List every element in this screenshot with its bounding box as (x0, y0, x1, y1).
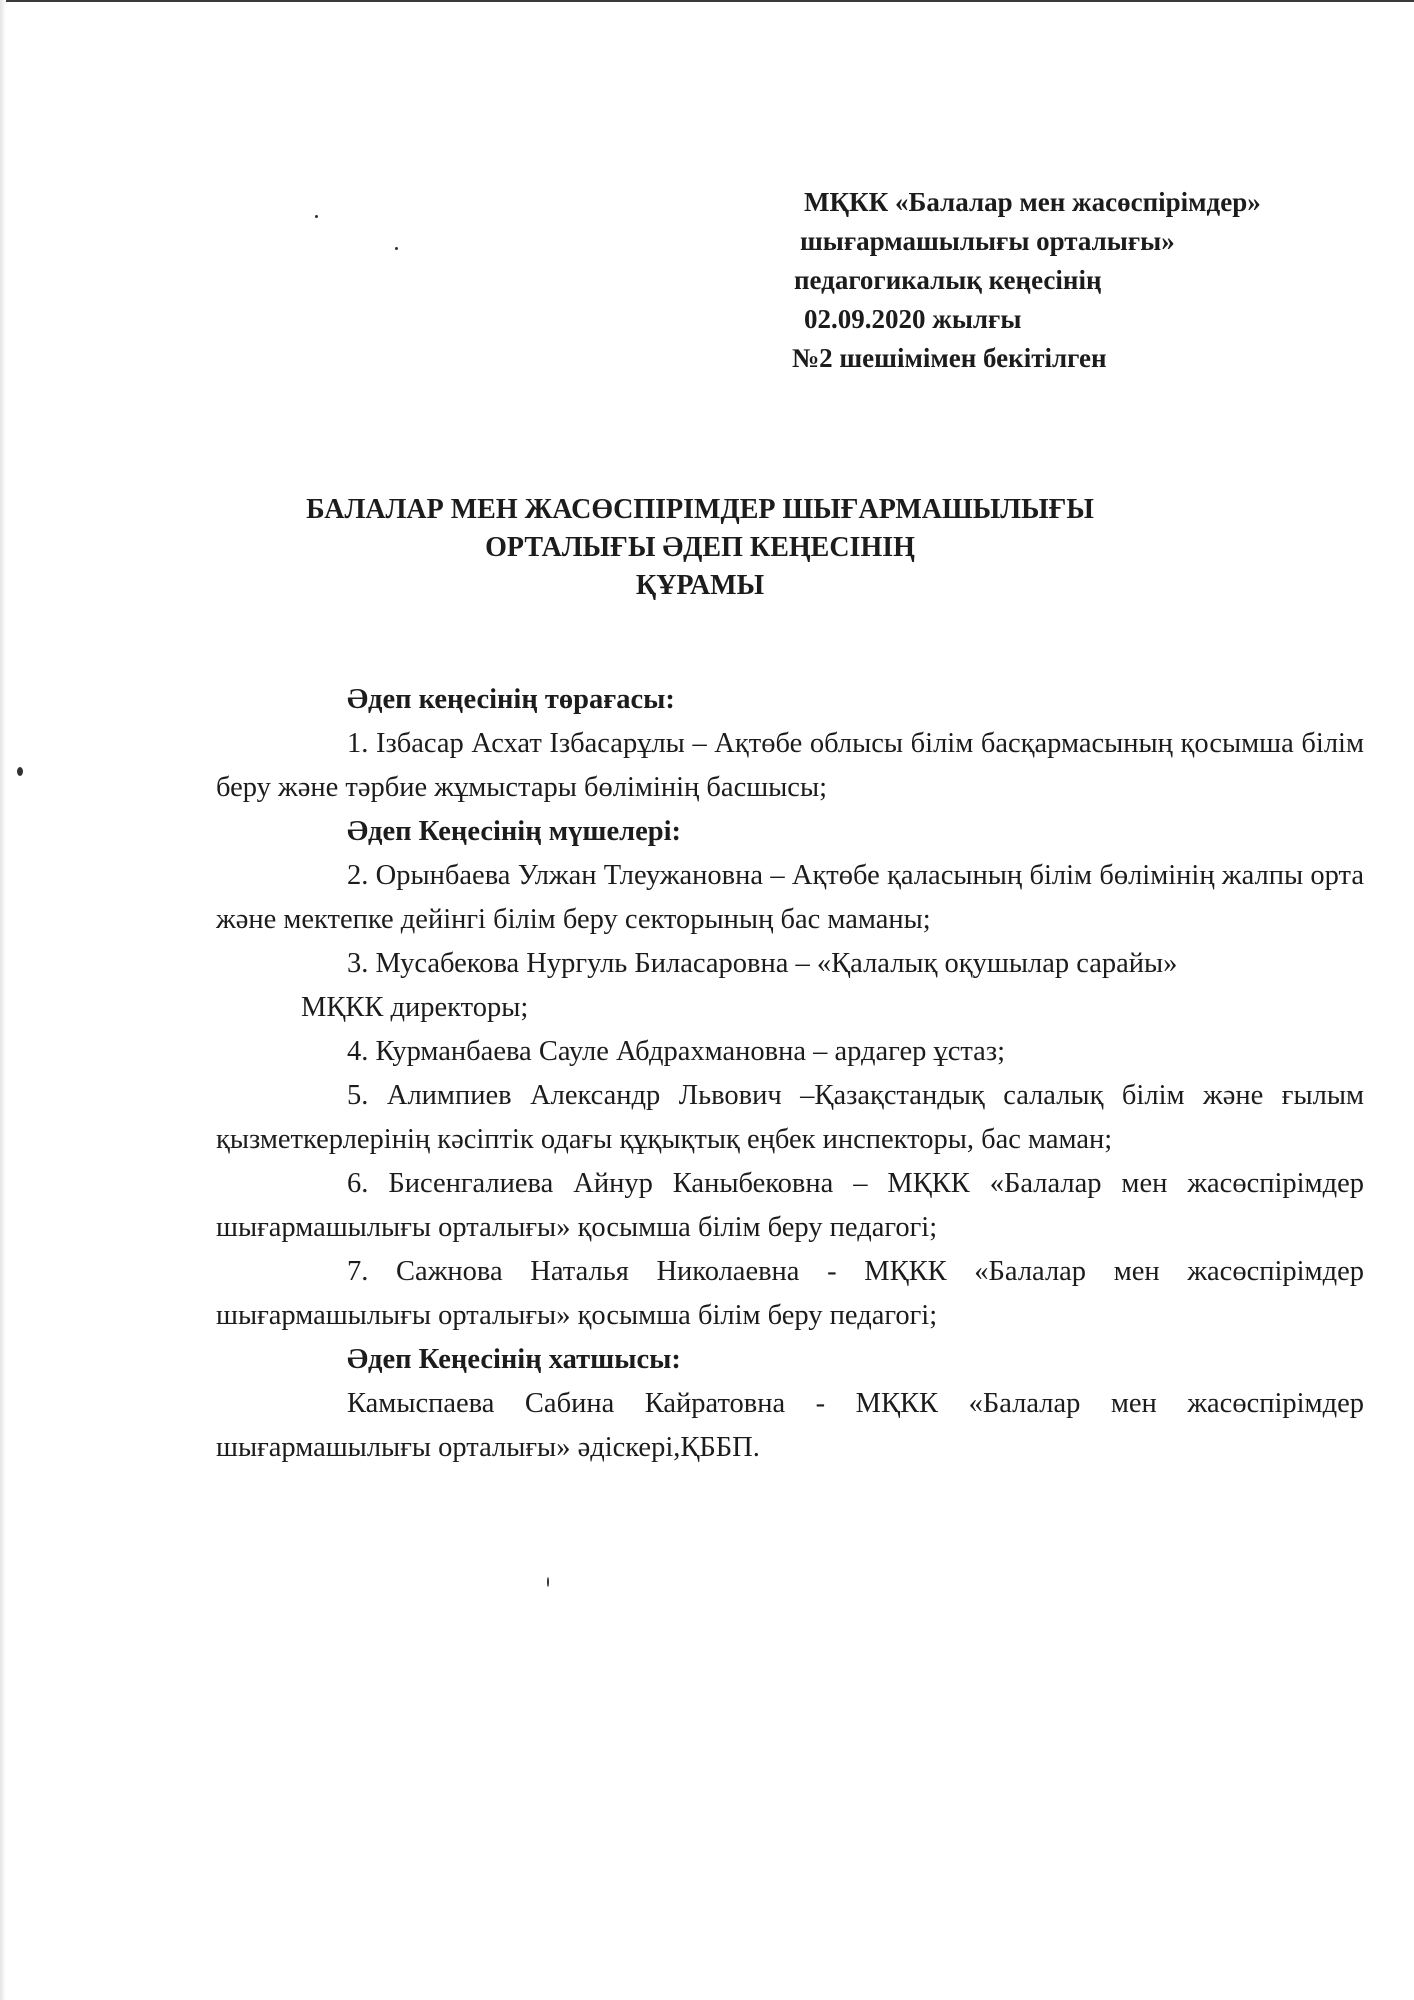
document-body (216, 678, 1364, 1470)
member-3-continuation: МҚКК директоры; (301, 992, 529, 1023)
approval-line: МҚКК «Балалар мен жасөспірімдер» (804, 187, 1261, 217)
title-line: ҚҰРАМЫ (635, 570, 765, 601)
scan-speck (315, 215, 318, 218)
scan-left-shadow (0, 0, 6, 2000)
approval-line: №2 шешімімен бекітілген (792, 343, 1107, 373)
title-line: ОРТАЛЫҒЫ ӘДЕП КЕҢЕСІНІҢ (485, 532, 915, 563)
approval-line: 02.09.2020 жылғы (804, 304, 1022, 334)
member-6: 6. Бисенгалиева Айнур Каныбековна – МҚКК «Балалар мен жасөспірімдер шығармашылығы орталығы» қосымша білім беру педагогі; (216, 1168, 1364, 1243)
member-4: 4. Курманбаева Сауле Абдрахмановна – ардагер ұстаз; (347, 1036, 1006, 1067)
secretary-person: Камыспаева Сабина Кайратовна - МҚКК «Балалар мен жасөспірімдер шығармашылығы орталығы» әдіскері,ҚББП. (216, 1388, 1364, 1463)
member-1: 1. Ізбасар Асхат Ізбасарұлы – Ақтөбе облысы білім басқармасының қосымша білім беру және тәрбие жұмыстары бөлімінің басшысы; (216, 728, 1364, 803)
member-3: 3. Мусабекова Нургуль Биласаровна – «Қалалық оқушылар сарайы» (347, 948, 1178, 979)
title-line: БАЛАЛАР МЕН ЖАСӨСПІРІМДЕР ШЫҒАРМАШЫЛЫҒЫ (306, 494, 1094, 525)
scan-top-edge (0, 0, 1414, 14)
approval-line: педагогикалық кеңесінің (794, 265, 1102, 295)
chair-heading: Әдеп кеңесінің төрағасы: (347, 684, 675, 715)
approval-line: шығармашылығы орталығы» (800, 226, 1175, 256)
approval-stamp-block (780, 183, 1380, 378)
secretary-heading: Әдеп Кеңесінің хатшысы: (347, 1344, 681, 1375)
member-7: 7. Сажнова Наталья Николаевна - МҚКК «Балалар мен жасөспірімдер шығармашылығы орталығы» қосымша білім беру педагогі; (216, 1256, 1364, 1331)
scan-speck (547, 1577, 549, 1587)
document-title (200, 491, 1200, 605)
members-heading: Әдеп Кеңесінің мүшелері: (347, 816, 682, 847)
scan-speck (17, 767, 23, 776)
member-5: 5. Алимпиев Александр Львович –Қазақстандық салалық білім және ғылым қызметкерлерінің кәсіптік одағы құқықтық еңбек инспекторы, бас маман; (216, 1080, 1364, 1155)
scan-speck (395, 247, 398, 250)
member-2: 2. Орынбаева Улжан Тлеужановна – Ақтөбе қаласының білім бөлімінің жалпы орта және мектепке дейінгі білім беру секторының бас маманы; (216, 860, 1364, 935)
